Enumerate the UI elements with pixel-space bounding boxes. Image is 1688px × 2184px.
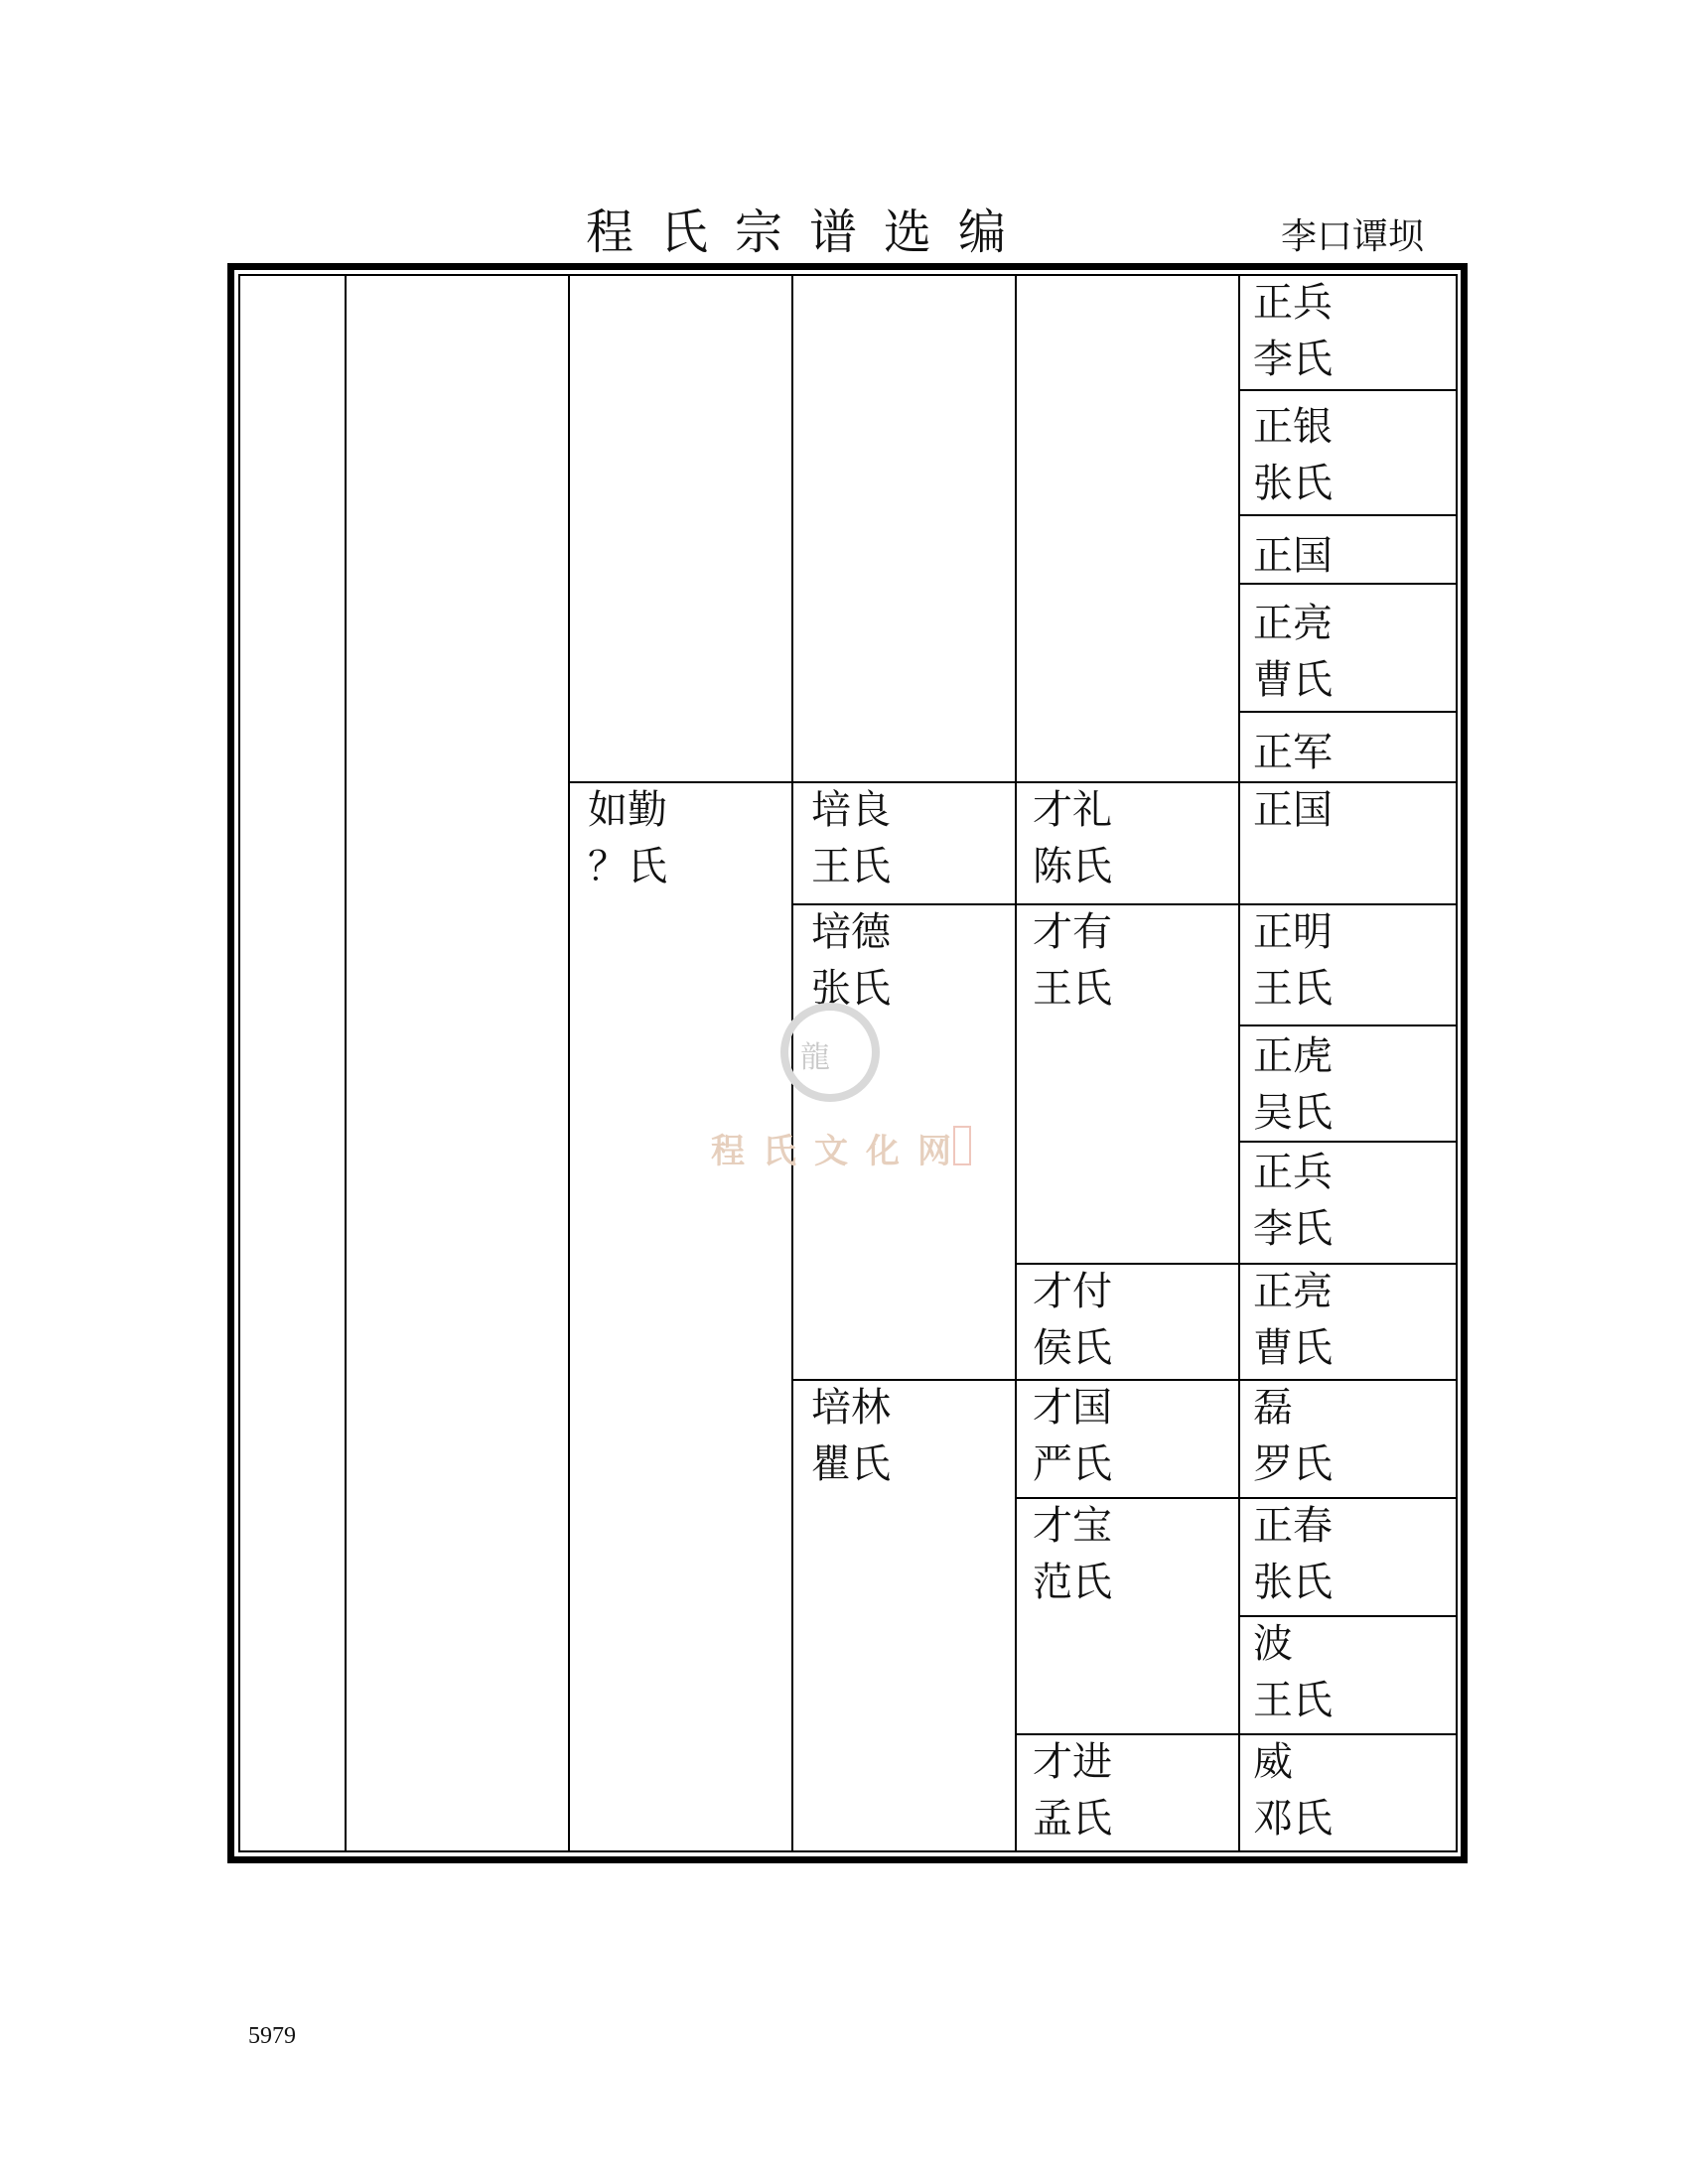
spouse-name: 王氏: [1253, 1678, 1333, 1723]
spouse-name: 邓氏: [1253, 1796, 1333, 1842]
table-cell: [1253, 782, 1333, 839]
table-cell: [1253, 1264, 1333, 1377]
person-name: 才进: [1033, 1739, 1112, 1785]
spouse-name: ？氏: [588, 844, 667, 889]
table-cell: [1033, 1380, 1112, 1493]
spouse-name: 侯氏: [1033, 1325, 1112, 1371]
spouse-name: 王氏: [1253, 966, 1333, 1012]
table-cell: [1253, 1145, 1333, 1258]
row-divider: [1238, 1024, 1458, 1026]
watermark-seal-text: 龍: [800, 1040, 830, 1075]
person-name: 正兵: [1253, 280, 1333, 326]
table-cell: [1253, 1734, 1333, 1847]
table-cell: [1033, 1734, 1112, 1847]
person-name: 波: [1253, 1621, 1293, 1667]
table-cell: [1253, 596, 1333, 709]
column-divider: [345, 274, 347, 1852]
person-name: 培德: [811, 909, 891, 955]
spouse-name: 陈氏: [1033, 844, 1112, 889]
table-cell: [588, 782, 667, 895]
page-title: 程氏宗谱选编: [586, 205, 1034, 260]
column-divider: [1015, 274, 1017, 1852]
column-divider: [568, 274, 570, 1852]
watermark-stamp: [953, 1126, 971, 1165]
person-name: 正兵: [1253, 1150, 1333, 1195]
table-cell: [1033, 782, 1112, 895]
table-cell: [1033, 1498, 1112, 1611]
table-cell: [1253, 725, 1333, 781]
spouse-name: 李氏: [1253, 337, 1333, 382]
table-cell: [811, 904, 891, 1018]
spouse-name: 瞿氏: [811, 1441, 891, 1487]
spouse-name: 曹氏: [1253, 657, 1333, 703]
spouse-name: 王氏: [1033, 966, 1112, 1012]
person-name: 才宝: [1033, 1503, 1112, 1549]
person-name: 培林: [811, 1385, 891, 1431]
row-divider: [791, 1379, 1458, 1381]
person-name: 才国: [1033, 1385, 1112, 1431]
row-divider: [791, 903, 1458, 905]
person-name: 正亮: [1253, 601, 1333, 646]
table-cell: [1033, 1264, 1112, 1377]
row-divider: [1238, 389, 1458, 391]
table-cell: [1253, 1498, 1333, 1611]
table-cell: [1033, 904, 1112, 1018]
person-name: 才付: [1033, 1269, 1112, 1314]
person-name: 才礼: [1033, 787, 1112, 833]
spouse-name: 曹氏: [1253, 1325, 1333, 1371]
table-cell: [1253, 1028, 1333, 1142]
watermark-text: 程氏文化网: [711, 1132, 969, 1171]
spouse-name: 王氏: [811, 844, 891, 889]
spouse-name: 张氏: [811, 966, 891, 1012]
spouse-name: 李氏: [1253, 1206, 1333, 1252]
person-name: 正亮: [1253, 1269, 1333, 1314]
row-divider: [1238, 711, 1458, 713]
person-name: 磊: [1253, 1385, 1293, 1431]
spouse-name: 吴氏: [1253, 1090, 1333, 1136]
table-cell: [1253, 275, 1333, 388]
spouse-name: 罗氏: [1253, 1441, 1333, 1487]
person-name: 才有: [1033, 909, 1112, 955]
table-cell: [1253, 399, 1333, 512]
person-name: 威: [1253, 1739, 1293, 1785]
person-name: 正虎: [1253, 1033, 1333, 1079]
place-name: 李口谭坝: [1281, 216, 1425, 257]
person-name: 正银: [1253, 404, 1333, 450]
person-name: 正春: [1253, 1503, 1333, 1549]
watermark-seal: [780, 1003, 880, 1102]
spouse-name: 孟氏: [1033, 1796, 1112, 1842]
table-cell: [1253, 1616, 1333, 1729]
spouse-name: 张氏: [1253, 1560, 1333, 1605]
table-cell: [811, 1380, 891, 1493]
spouse-name: 严氏: [1033, 1441, 1112, 1487]
table-cell: [1253, 528, 1333, 585]
person-name: 正明: [1253, 909, 1333, 955]
person-name: 培良: [811, 787, 891, 833]
person-name: 如勤: [588, 787, 667, 833]
row-divider: [1238, 514, 1458, 516]
page-number: 5979: [248, 2023, 296, 2049]
table-cell: [1253, 904, 1333, 1018]
person-name: 正国: [1253, 787, 1333, 833]
table-cell: [811, 782, 891, 895]
spouse-name: 张氏: [1253, 461, 1333, 506]
spouse-name: 范氏: [1033, 1560, 1112, 1605]
person-name: 正国: [1253, 533, 1333, 579]
person-name: 正军: [1253, 730, 1333, 775]
table-cell: [1253, 1380, 1333, 1493]
